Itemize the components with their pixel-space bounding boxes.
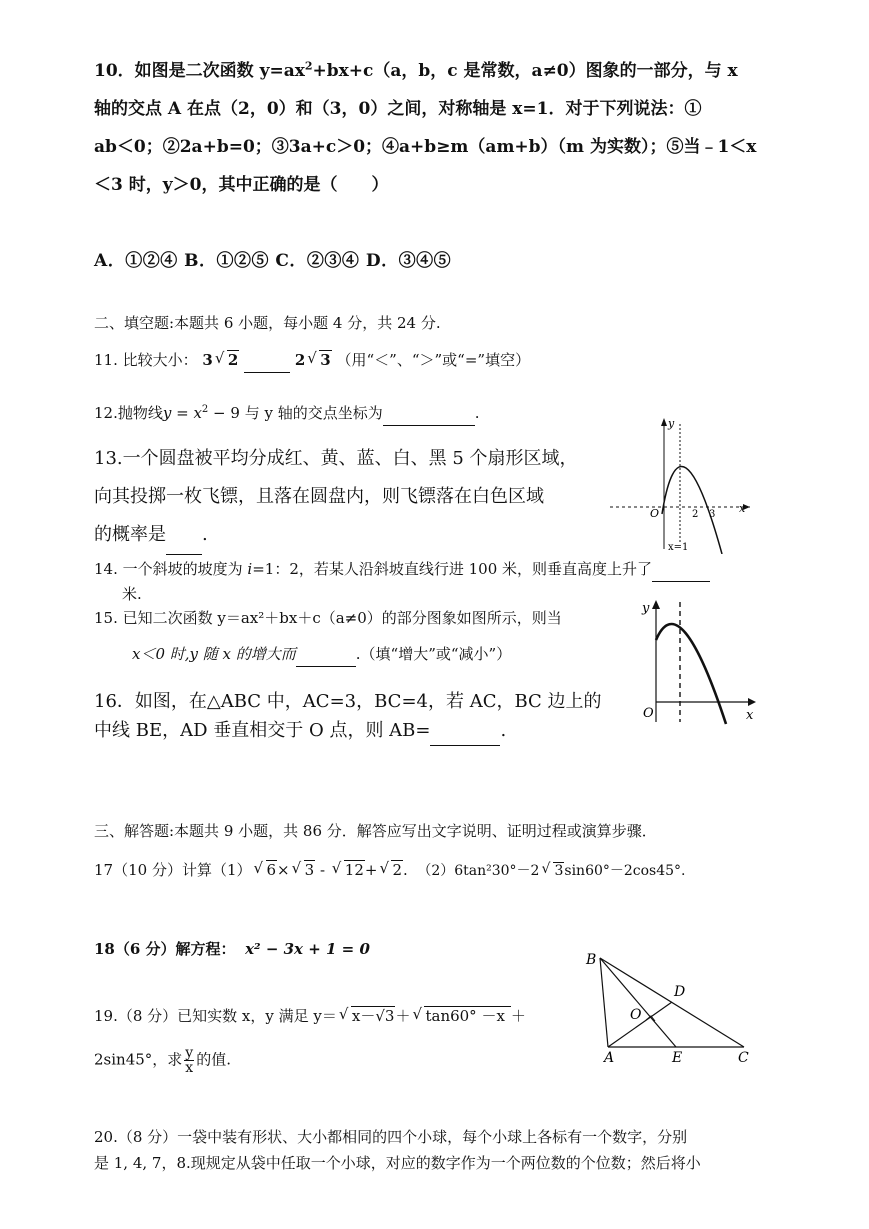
section-3-heading: 三、解答题:本题共 9 小题，共 86 分．解答应写出文字说明、证明过程或演算步骤． — [94, 822, 657, 840]
question-12: 12.抛物线$y = x^2 - 9$ 与 y 轴的交点坐标为 . — [94, 398, 480, 426]
question-20: 20.（8 分）一袋中装有形状、大小都相同的四个小球，每个小球上各标有一个数字，分别 是 1, 4, 7，8.现规定从袋中任取一个小球，对应的数字作为一个两位数的个位数；然后将小 — [94, 1128, 701, 1172]
label-c: C — [738, 1050, 749, 1066]
q12-blank[interactable] — [383, 401, 475, 426]
q10-line2: 轴的交点 A 在点（2，0）和（3，0）之间，对称轴是 x=1．对于下列说法：① — [94, 99, 702, 119]
q10-options: A．①②④ B．①②⑤ C．②③④ D．③④⑤ — [94, 251, 452, 271]
fig15-origin: O — [643, 706, 654, 721]
q15-blank[interactable] — [296, 642, 356, 667]
q11-blank[interactable] — [244, 348, 290, 373]
question-15: 15. 已知二次函数 y＝ax²＋bx＋c（a≠0）的部分图象如图所示，则当 x＜0 时,y 随 x 的增大而 .（填“增大”或“减小”） — [94, 606, 562, 667]
question-14: 14. 一个斜坡的坡度为 i=1：2，若某人沿斜坡直线行进 100 米，则垂直高度上升了 米. — [94, 557, 784, 606]
question-17: 17（10 分）计算（1）√ 6×√ 3 - √ 12+√ 2. （2）6tan²30°－2√ 3sin60°－2cos45°. — [94, 858, 794, 883]
fig15-x-label: x — [746, 708, 754, 723]
q10-line4: ＜3 时，y＞0，其中正确的是（ ） — [94, 175, 389, 195]
fig13-tick-3: 3 — [709, 509, 716, 520]
parabola-figure-15 — [630, 596, 760, 726]
q10-line3: ab＜0；②2a+b=0；③3a+c＞0；④a+b≥m（am+b）（m 为实数）；⑤当﹣1＜x — [94, 137, 757, 157]
label-a: A — [604, 1050, 615, 1066]
question-18: 18（6 分）解方程： x² − 3x + 1 = 0 — [94, 940, 370, 958]
question-10 — [94, 52, 784, 204]
label-o: O — [630, 1007, 642, 1023]
label-b: B — [586, 952, 597, 968]
question-16: 16．如图，在△ABC 中，AC=3，BC=4，若 AC，BC 边上的 中线 BE，AD 垂直相交于 O 点，则 AB= . — [94, 687, 624, 746]
question-13: 13.一个圆盘被平均分成红、黄、蓝、白、黑 5 个扇形区域， 向其投掷一枚飞镖，且落在圆盘内，则飞镖落在白色区域 的概率是 . — [94, 440, 614, 555]
question-19: 19.（8 分）已知实数 x，y 满足 y＝√ x－√3＋√ tan60° －x ＋ 2sin45°，求 $\frac{y}{x}$ 的值. — [94, 1004, 594, 1075]
q13-blank[interactable] — [166, 516, 202, 555]
section-2-heading: 二、填空题:本题共 6 小题，每小题 4 分，共 24 分. — [94, 314, 441, 332]
fig13-x-label: x — [739, 502, 746, 515]
q14-blank[interactable] — [652, 557, 710, 582]
fig13-y-label: y — [668, 417, 675, 430]
triangle-figure — [580, 944, 760, 1069]
q16-blank[interactable] — [430, 716, 500, 746]
q19-fraction: $\frac{y}{x}$ — [185, 1045, 194, 1076]
fig15-y-label: y — [642, 601, 650, 616]
fig15-x-arrow — [748, 698, 756, 706]
fig13-origin: O — [650, 507, 660, 520]
side-ba — [600, 958, 608, 1047]
fig15-parabola — [656, 624, 726, 724]
fig13-tick-2: 2 — [692, 509, 699, 520]
question-11: 11. 比较大小： 3√ 2 2√ 3 （用“＜”、“＞”或“=”填空） — [94, 348, 530, 373]
median-be — [600, 958, 676, 1047]
fig13-axis-label: x=1 — [668, 542, 689, 553]
fig15-y-arrow — [652, 600, 660, 609]
q10-line1: 10．如图是二次函数 $y=ax^2+bx+c(a$，b，c 是常数，a≠0）图象的一部分，与 x — [94, 59, 738, 81]
fig13-y-arrow — [661, 418, 667, 426]
label-e: E — [672, 1050, 683, 1066]
label-d: D — [674, 984, 686, 1000]
parabola-figure-13 — [606, 414, 756, 554]
